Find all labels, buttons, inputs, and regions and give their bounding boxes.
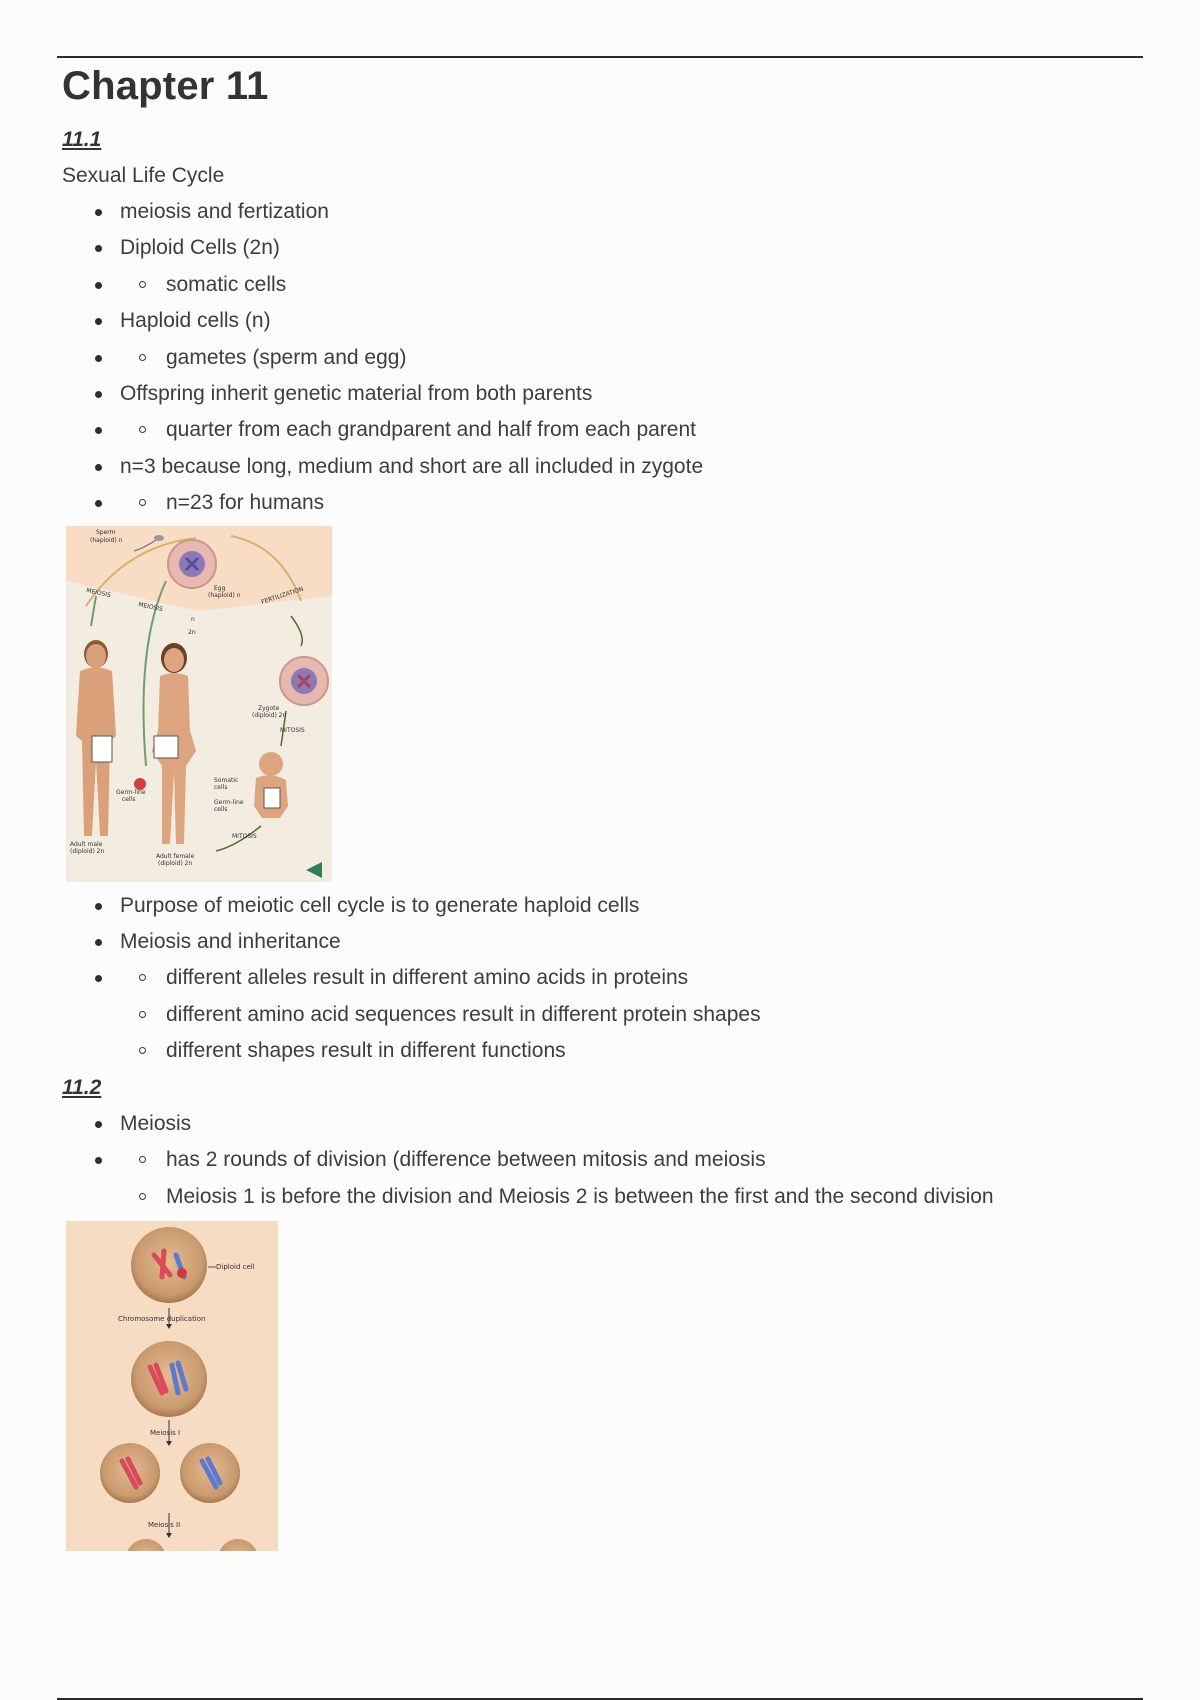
bullet-list-11-1-continued <box>62 888 1142 1070</box>
label-2n: 2n <box>188 628 196 636</box>
page-title: Chapter 11 <box>62 64 269 108</box>
label-somatic: Somatic <box>214 776 239 784</box>
nested-list <box>62 1142 1142 1215</box>
nested-list <box>62 412 1142 448</box>
section-intro: Sexual Life Cycle <box>62 164 225 187</box>
sub-list-item: quarter from each grandparent and half from each parent <box>62 412 1142 448</box>
label-mitosis-bottom: MITOSIS <box>232 832 257 840</box>
label-meiosis-1: Meiosis I <box>150 1428 181 1437</box>
label-diploid-cell: Diploid cell <box>216 1262 255 1271</box>
label-fertilization: FERTILIZATION <box>260 585 305 606</box>
label-adult-female: Adult female <box>156 852 195 860</box>
document-body <box>62 58 1142 1551</box>
section-heading-11-2: 11.2 <box>62 1075 102 1099</box>
sub-list-item: different alleles result in different amino acids in proteins <box>62 960 1142 996</box>
label-somatic-cells: cells <box>214 783 228 791</box>
label-germline-left-cells: cells <box>122 795 136 803</box>
label-egg-n: (haploid) n <box>208 591 241 599</box>
list-item: Purpose of meiotic cell cycle is to generate haploid cells <box>62 888 1142 924</box>
list-item: n=3 because long, medium and short are all included in zygote <box>62 449 1142 485</box>
nested-list <box>62 267 1142 303</box>
list-item: Offspring inherit genetic material from both parents <box>62 376 1142 412</box>
life-cycle-figure <box>66 526 332 882</box>
label-germline-cells: cells <box>214 805 228 813</box>
list-item: Meiosis and inheritance <box>62 924 1142 960</box>
nested-list <box>62 340 1142 376</box>
nested-list <box>62 960 1142 1069</box>
sub-list-item: Meiosis 1 is before the division and Meiosis 2 is between the first and the second division <box>62 1179 1142 1215</box>
nested-list <box>62 485 1142 521</box>
label-chromosome-duplication: Chromosome duplication <box>118 1314 206 1323</box>
list-item: Diploid Cells (2n) <box>62 230 1142 266</box>
sub-list-item: n=23 for humans <box>62 485 1142 521</box>
list-item: Meiosis <box>62 1106 1142 1142</box>
section-heading-11-1: 11.1 <box>62 128 102 151</box>
label-germline-left: Germ-line <box>116 788 146 796</box>
label-adult-male: Adult male <box>70 840 103 848</box>
label-meiosis-2: Meiosis II <box>148 1520 181 1529</box>
list-item: meiosis and fertization <box>62 194 1142 230</box>
label-zygote: Zygote <box>258 704 280 712</box>
bullet-list-11-1 <box>62 194 1142 522</box>
bullet-list-11-2 <box>62 1106 1142 1215</box>
sub-list-item: different shapes result in different functions <box>62 1033 1142 1069</box>
label-sperm: Sperm <box>96 528 116 536</box>
label-germline: Germ-line <box>214 798 244 806</box>
label-adult-female-n: (diploid) 2n <box>158 859 193 867</box>
label-n: n <box>191 615 195 623</box>
meiosis-figure <box>66 1221 278 1551</box>
label-sperm-n: (haploid) n <box>90 536 123 544</box>
sub-list-item: gametes (sperm and egg) <box>62 340 1142 376</box>
label-adult-male-n: (diploid) 2n <box>70 847 105 855</box>
label-meiosis-left: MEIOSIS <box>85 586 112 599</box>
sub-list-item: has 2 rounds of division (difference between mitosis and meiosis <box>62 1142 1142 1178</box>
sub-list-item: somatic cells <box>62 267 1142 303</box>
label-meiosis-right: MEIOSIS <box>137 600 164 613</box>
list-item: Haploid cells (n) <box>62 303 1142 339</box>
label-zygote-n: (diploid) 2n <box>252 711 287 719</box>
sub-list-item: different amino acid sequences result in different protein shapes <box>62 997 1142 1033</box>
label-egg: Egg <box>214 584 226 592</box>
label-mitosis-top: MITOSIS <box>280 726 305 734</box>
